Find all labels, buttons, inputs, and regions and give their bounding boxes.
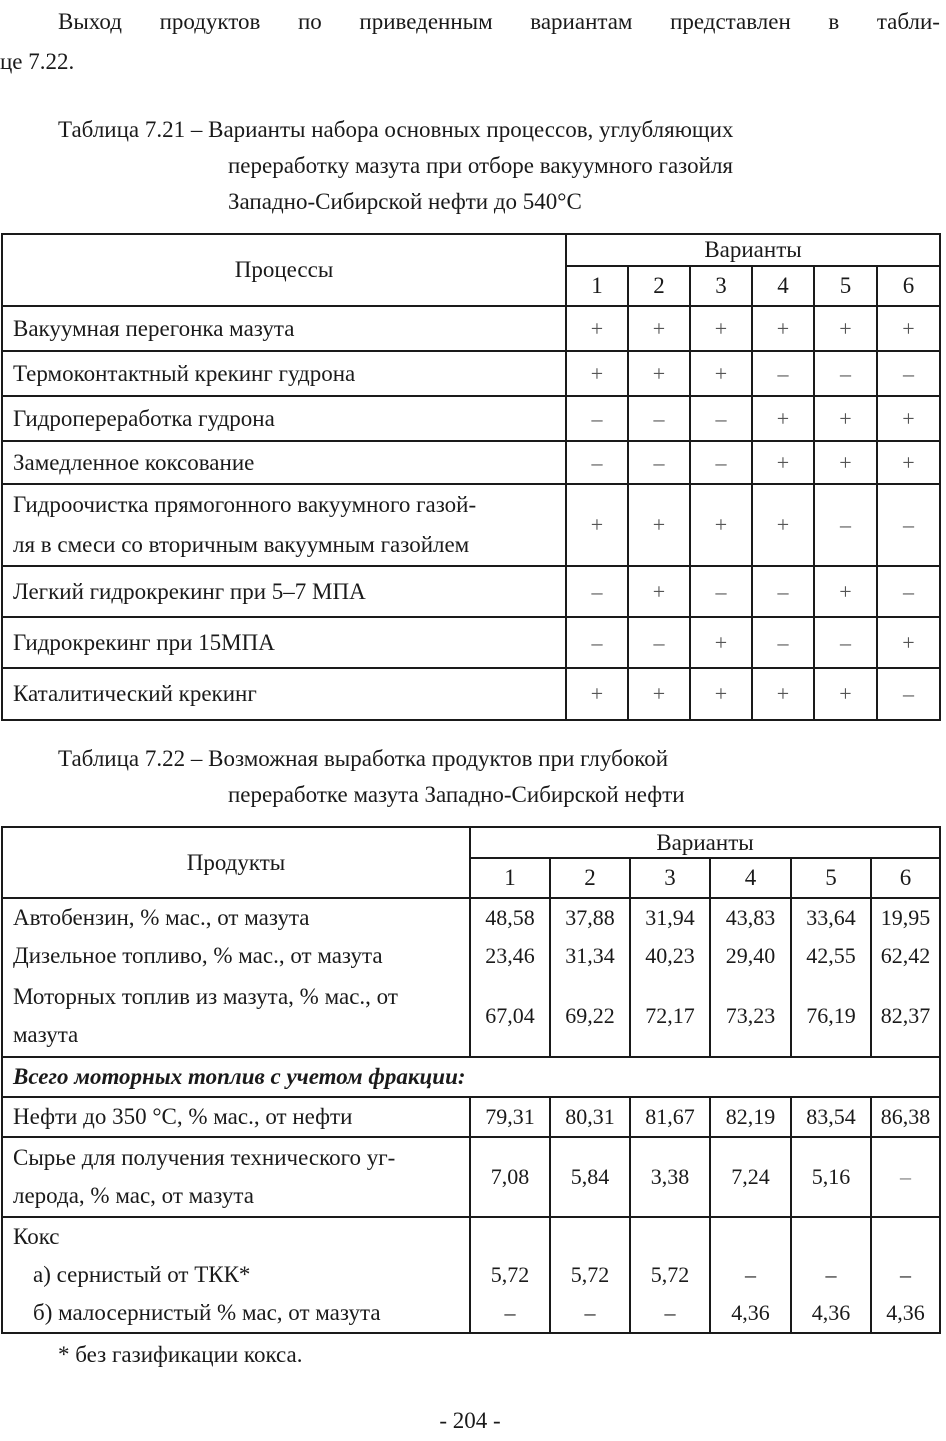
variant-mark: +	[752, 441, 814, 484]
variant-mark: +	[628, 566, 690, 617]
intro-paragraph	[0, 2, 940, 82]
variant-mark: –	[877, 484, 940, 566]
product-value: –	[745, 1262, 756, 1287]
product-value: 5,16	[791, 1137, 871, 1217]
product-value: –	[584, 1300, 596, 1325]
variant-number: 5	[814, 266, 877, 306]
table-row	[2, 617, 940, 668]
product-name: Автобензин, % мас., от мазута	[2, 898, 470, 937]
variant-number: 3	[630, 858, 710, 898]
variant-mark: +	[628, 306, 690, 351]
table-row	[2, 306, 940, 351]
variant-mark: +	[628, 484, 690, 566]
variant-mark: +	[877, 617, 940, 668]
intro-line-1	[0, 2, 940, 42]
product-name	[2, 1217, 470, 1333]
table-row	[2, 484, 940, 566]
variant-mark: –	[628, 396, 690, 441]
table2-caption-line: Таблица 7.22 – Возможная выработка продуктов при глубокой	[58, 746, 669, 771]
variant-mark: +	[877, 396, 940, 441]
page-number: - 204 -	[439, 1408, 501, 1433]
product-value: 72,17	[630, 975, 710, 1057]
product-value: 3,38	[630, 1137, 710, 1217]
variants-header: Варианты	[566, 234, 940, 266]
variant-mark: +	[628, 668, 690, 720]
product-value: –	[504, 1300, 516, 1325]
table-row	[2, 975, 940, 1057]
product-value: 5,72	[570, 1262, 610, 1287]
footnote: * без газификации кокса.	[58, 1342, 303, 1367]
variant-mark: –	[628, 617, 690, 668]
variant-mark: –	[566, 441, 628, 484]
variant-number: 1	[566, 266, 628, 306]
variant-mark: +	[814, 396, 877, 441]
product-value: 7,08	[470, 1137, 550, 1217]
product-value: 83,54	[791, 1097, 871, 1137]
table1-caption	[58, 112, 733, 220]
variant-mark: +	[690, 306, 752, 351]
table2-caption-line: переработке мазута Западно-Сибирской нефти	[228, 782, 685, 807]
variant-mark: +	[690, 668, 752, 720]
variant-mark: –	[690, 396, 752, 441]
processes-table	[1, 233, 941, 721]
variant-mark: –	[566, 617, 628, 668]
variant-mark: +	[814, 668, 877, 720]
processes-header: Процессы	[2, 234, 566, 306]
variant-number: 1	[470, 858, 550, 898]
variant-number: 4	[752, 266, 814, 306]
table-row	[2, 937, 940, 975]
product-name-line: Моторных топлив из мазута, % мас., от	[13, 983, 398, 1009]
process-name: Легкий гидрокрекинг при 5–7 МПА	[2, 566, 566, 617]
product-value: 5,84	[550, 1137, 630, 1217]
product-value: 19,95	[871, 898, 940, 937]
intro-line-2: це 7.22.	[0, 49, 75, 74]
product-value: –	[900, 1262, 911, 1287]
table2-caption	[58, 741, 685, 813]
variant-mark: +	[814, 566, 877, 617]
product-value: 29,40	[710, 937, 791, 975]
product-name-line: Сырье для получения технического уг-	[13, 1145, 396, 1170]
variant-mark: +	[566, 306, 628, 351]
product-value: 76,19	[791, 975, 871, 1057]
product-value: 4,36	[811, 1300, 851, 1325]
variant-mark: –	[690, 566, 752, 617]
variant-mark: –	[752, 617, 814, 668]
product-value: 80,31	[550, 1097, 630, 1137]
coke-values	[871, 1217, 940, 1333]
variant-mark: –	[877, 351, 940, 396]
table1-caption-line: Западно-Сибирской нефти до 540°С	[228, 189, 582, 214]
product-value: 67,04	[470, 975, 550, 1057]
variant-mark: –	[690, 441, 752, 484]
intro-word: приведенным	[359, 9, 493, 34]
product-name-line: мазута	[13, 1021, 79, 1047]
product-name: Нефти до 350 °С, % мас., от нефти	[2, 1097, 470, 1137]
coke-sub-a: а) сернистый от ТКК*	[33, 1262, 251, 1287]
variant-mark: +	[752, 396, 814, 441]
coke-values	[550, 1217, 630, 1333]
product-name: Дизельное топливо, % мас., от мазута	[2, 937, 470, 975]
table1-caption-line: переработку мазута при отборе вакуумного газойля	[228, 153, 734, 178]
table-row	[2, 1217, 940, 1333]
table1-caption-line: Таблица 7.21 – Варианты набора основных процессов, углубляющих	[58, 117, 734, 142]
table-row	[2, 1097, 940, 1137]
variant-number: 2	[628, 266, 690, 306]
product-value: 73,23	[710, 975, 791, 1057]
variant-mark: +	[752, 668, 814, 720]
product-value: 40,23	[630, 937, 710, 975]
variant-mark: +	[752, 306, 814, 351]
variant-number: 6	[877, 266, 940, 306]
variant-mark: +	[752, 484, 814, 566]
product-value: 7,24	[710, 1137, 791, 1217]
product-value: 42,55	[791, 937, 871, 975]
product-value: 43,83	[710, 898, 791, 937]
process-name-line: ля в смеси со вторичным вакуумным газойлем	[13, 532, 470, 557]
product-value: –	[664, 1300, 676, 1325]
coke-sub-b: б) малосернистый % мас, от мазута	[33, 1300, 381, 1325]
variant-number: 6	[871, 858, 940, 898]
product-value: 82,37	[871, 975, 940, 1057]
product-value: 62,42	[871, 937, 940, 975]
coke-values	[791, 1217, 871, 1333]
coke-values	[630, 1217, 710, 1333]
variant-mark: –	[628, 441, 690, 484]
variant-number: 5	[791, 858, 871, 898]
subheading: Всего моторных топлив с учетом фракции:	[2, 1057, 940, 1097]
product-value: 86,38	[871, 1097, 940, 1137]
variant-mark: +	[566, 351, 628, 396]
product-name	[2, 1137, 470, 1217]
coke-values	[470, 1217, 550, 1333]
variant-mark: +	[566, 484, 628, 566]
variant-mark: –	[814, 351, 877, 396]
variant-mark: –	[566, 566, 628, 617]
table-row	[2, 1057, 940, 1097]
intro-word: вариантам	[530, 9, 633, 34]
process-name: Гидрокрекинг при 15МПА	[2, 617, 566, 668]
variant-mark: +	[814, 441, 877, 484]
products-header: Продукты	[2, 827, 470, 898]
coke-title: Кокс	[13, 1224, 60, 1249]
variant-mark: +	[690, 351, 752, 396]
variant-mark: +	[690, 617, 752, 668]
process-name: Гидропереработка гудрона	[2, 396, 566, 441]
table-row	[2, 441, 940, 484]
variant-number: 3	[690, 266, 752, 306]
table-row	[2, 1137, 940, 1217]
product-value: 5,72	[650, 1262, 690, 1287]
intro-word: по	[297, 9, 322, 34]
variant-mark: –	[566, 396, 628, 441]
product-value: 48,58	[470, 898, 550, 937]
variant-number: 4	[710, 858, 791, 898]
variant-mark: –	[752, 351, 814, 396]
process-name: Замедленное коксование	[2, 441, 566, 484]
process-name: Каталитический крекинг	[2, 668, 566, 720]
products-table	[1, 826, 941, 1334]
variant-mark: –	[814, 484, 877, 566]
product-value: 79,31	[470, 1097, 550, 1137]
variant-mark: –	[877, 668, 940, 720]
product-value: 5,72	[490, 1262, 530, 1287]
intro-word: Выход	[58, 9, 122, 34]
intro-word: продуктов	[159, 9, 261, 34]
table-row	[2, 898, 940, 937]
variant-mark: +	[566, 668, 628, 720]
process-name-line: Гидроочистка прямогонного вакуумного газой-	[13, 492, 477, 517]
variant-mark: –	[752, 566, 814, 617]
variant-mark: –	[877, 566, 940, 617]
variants-header: Варианты	[470, 827, 940, 858]
table-row	[2, 351, 940, 396]
intro-word: в	[828, 9, 840, 34]
variant-mark: +	[814, 306, 877, 351]
product-value: 4,36	[731, 1300, 770, 1325]
product-value: –	[871, 1137, 940, 1217]
process-name: Вакуумная перегонка мазута	[2, 306, 566, 351]
product-value: –	[825, 1262, 837, 1287]
product-value: 23,46	[470, 937, 550, 975]
product-value: 31,34	[550, 937, 630, 975]
product-name	[2, 975, 470, 1057]
process-name	[2, 484, 566, 566]
product-value: 82,19	[710, 1097, 791, 1137]
product-value: 31,94	[630, 898, 710, 937]
intro-word: представлен	[670, 9, 791, 34]
product-value: 81,67	[630, 1097, 710, 1137]
product-value: 69,22	[550, 975, 630, 1057]
variant-number: 2	[550, 858, 630, 898]
process-name: Термоконтактный крекинг гудрона	[2, 351, 566, 396]
variant-mark: +	[877, 306, 940, 351]
variant-mark: +	[877, 441, 940, 484]
variant-mark: +	[690, 484, 752, 566]
table-row	[2, 396, 940, 441]
table-row	[2, 668, 940, 720]
product-value: 37,88	[550, 898, 630, 937]
coke-values	[710, 1217, 791, 1333]
product-value: 33,64	[791, 898, 871, 937]
product-value: 4,36	[886, 1300, 925, 1325]
table-row	[2, 566, 940, 617]
intro-word: табли-	[876, 9, 940, 34]
variant-mark: –	[814, 617, 877, 668]
variant-mark: +	[628, 351, 690, 396]
product-name-line: лерода, % мас, от мазута	[13, 1183, 254, 1208]
